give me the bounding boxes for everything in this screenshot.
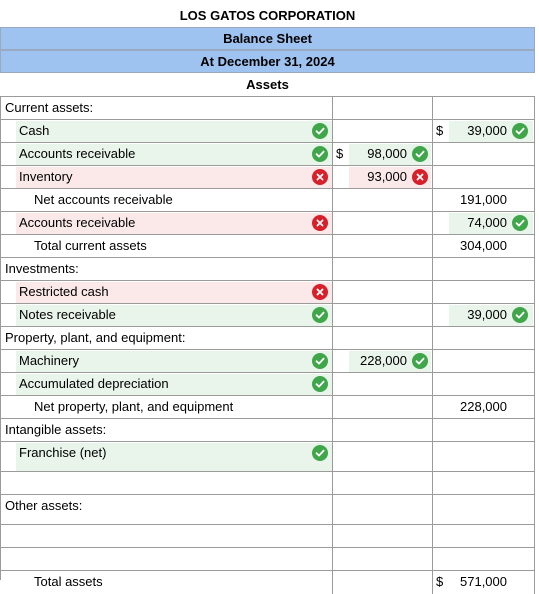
answer-shading xyxy=(16,121,332,142)
amount-column-1[interactable] xyxy=(333,350,433,373)
amount-column-2[interactable] xyxy=(433,189,535,212)
row-label-cell xyxy=(0,571,333,594)
amount-value: 571,000 xyxy=(460,574,507,589)
amount-column-2 xyxy=(433,281,535,304)
amount-column-2 xyxy=(433,548,535,571)
amount-column-2 xyxy=(433,442,535,472)
amount-value: 39,000 xyxy=(467,123,507,138)
row-label: Total current assets xyxy=(34,238,147,253)
statement-date: At December 31, 2024 xyxy=(0,50,535,73)
table-row xyxy=(0,548,535,571)
check-icon xyxy=(312,146,328,162)
table-row xyxy=(0,396,535,419)
table-row xyxy=(0,143,535,166)
row-label-cell xyxy=(0,327,333,350)
amount-column-2 xyxy=(433,350,535,373)
row-label-cell xyxy=(0,97,333,120)
cross-icon xyxy=(312,215,328,231)
amount-column-2 xyxy=(433,495,535,525)
row-label: Accumulated depreciation xyxy=(19,376,169,391)
row-label-cell[interactable] xyxy=(0,373,333,396)
row-label-cell[interactable] xyxy=(0,120,333,143)
row-label-cell xyxy=(0,396,333,419)
amount-value: 191,000 xyxy=(460,192,507,207)
amount-column-1 xyxy=(333,548,433,571)
table-row xyxy=(0,472,535,495)
amount-column-2[interactable] xyxy=(433,120,535,143)
amount-value: 93,000 xyxy=(367,169,407,184)
row-label: Net accounts receivable xyxy=(34,192,173,207)
amount-column-2 xyxy=(433,258,535,281)
check-icon xyxy=(512,123,528,139)
check-icon xyxy=(412,146,428,162)
row-label: Accounts receivable xyxy=(19,146,136,161)
row-label-cell xyxy=(0,258,333,281)
amount-column-1[interactable] xyxy=(333,166,433,189)
amount-column-2 xyxy=(433,373,535,396)
dollar-sign: $ xyxy=(336,146,344,161)
row-label: Net property, plant, and equipment xyxy=(34,399,234,414)
amount-column-1 xyxy=(333,235,433,258)
check-icon xyxy=(312,376,328,392)
row-label-cell xyxy=(0,189,333,212)
row-label: Machinery xyxy=(19,353,79,368)
amount-column-2 xyxy=(433,419,535,442)
table-row xyxy=(0,442,535,472)
row-label: Inventory xyxy=(19,169,73,184)
table-row xyxy=(0,166,535,189)
row-label-cell[interactable] xyxy=(0,212,333,235)
amount-column-1 xyxy=(333,495,433,525)
check-icon xyxy=(512,307,528,323)
amount-column-2[interactable] xyxy=(433,235,535,258)
amount-column-1 xyxy=(333,258,433,281)
amount-column-1 xyxy=(333,212,433,235)
amount-column-1 xyxy=(333,304,433,327)
amount-value: 228,000 xyxy=(460,399,507,414)
cross-icon xyxy=(312,169,328,185)
table-row xyxy=(0,350,535,373)
row-label-cell[interactable] xyxy=(0,281,333,304)
amount-column-1 xyxy=(333,525,433,548)
row-label: Investments: xyxy=(5,261,79,276)
table-row xyxy=(0,189,535,212)
row-label-cell[interactable] xyxy=(0,442,333,472)
table-row xyxy=(0,120,535,143)
amount-column-1 xyxy=(333,189,433,212)
statement-title: Balance Sheet xyxy=(0,27,535,50)
table-row xyxy=(0,419,535,442)
row-label: Notes receivable xyxy=(19,307,116,322)
table-row xyxy=(0,281,535,304)
row-label-cell xyxy=(0,235,333,258)
table-row xyxy=(0,235,535,258)
amount-column-2[interactable] xyxy=(433,571,535,594)
amount-column-2 xyxy=(433,327,535,350)
amount-column-1 xyxy=(333,97,433,120)
row-label: Franchise (net) xyxy=(19,445,107,460)
amount-value: 39,000 xyxy=(467,307,507,322)
amount-column-2 xyxy=(433,143,535,166)
row-label: Current assets: xyxy=(5,100,94,115)
row-label-input[interactable] xyxy=(0,548,333,571)
amount-column-1 xyxy=(333,442,433,472)
check-icon xyxy=(312,445,328,461)
amount-column-1 xyxy=(333,419,433,442)
row-label: Other assets: xyxy=(5,498,83,513)
row-label-cell[interactable] xyxy=(0,304,333,327)
check-icon xyxy=(312,307,328,323)
row-label: Accounts receivable xyxy=(19,215,136,230)
table-row xyxy=(0,495,535,525)
table-row xyxy=(0,258,535,281)
cross-icon xyxy=(312,284,328,300)
row-label: Restricted cash xyxy=(19,284,109,299)
row-label: Intangible assets: xyxy=(5,422,107,437)
cross-icon xyxy=(412,169,428,185)
row-label-cell[interactable] xyxy=(0,166,333,189)
row-label-cell[interactable] xyxy=(0,350,333,373)
amount-column-1[interactable] xyxy=(333,143,433,166)
section-heading-assets: Assets xyxy=(246,77,289,92)
table-row xyxy=(0,304,535,327)
check-icon xyxy=(412,353,428,369)
row-label: Property, plant, and equipment: xyxy=(5,330,186,345)
amount-value: 98,000 xyxy=(367,146,407,161)
row-label: Total assets xyxy=(34,574,103,589)
dollar-sign: $ xyxy=(436,574,444,589)
amount-value: 304,000 xyxy=(460,238,507,253)
check-icon xyxy=(512,215,528,231)
amount-column-1 xyxy=(333,120,433,143)
company-name: LOS GATOS CORPORATION xyxy=(179,8,356,23)
amount-column-1 xyxy=(333,281,433,304)
table-row xyxy=(0,97,535,120)
row-label-cell xyxy=(0,495,333,525)
row-label-cell xyxy=(0,419,333,442)
amount-column-1 xyxy=(333,327,433,350)
amount-value: 228,000 xyxy=(360,353,407,368)
row-label: Cash xyxy=(19,123,50,138)
table-row xyxy=(0,327,535,350)
row-label-input[interactable] xyxy=(0,472,333,495)
amount-column-2[interactable] xyxy=(433,304,535,327)
dollar-sign: $ xyxy=(436,123,444,138)
amount-column-1 xyxy=(333,571,433,594)
check-icon xyxy=(312,123,328,139)
table-row xyxy=(0,373,535,396)
amount-value: 74,000 xyxy=(467,215,507,230)
amount-column-2[interactable] xyxy=(433,212,535,235)
amount-column-2 xyxy=(433,472,535,495)
table-row xyxy=(0,525,535,548)
table-row xyxy=(0,571,535,594)
amount-column-2 xyxy=(433,525,535,548)
amount-column-1 xyxy=(333,472,433,495)
amount-column-2 xyxy=(433,97,535,120)
row-label-cell[interactable] xyxy=(0,143,333,166)
check-icon xyxy=(312,353,328,369)
amount-column-1 xyxy=(333,396,433,419)
amount-column-1 xyxy=(333,373,433,396)
table-row xyxy=(0,212,535,235)
row-label-input[interactable] xyxy=(0,525,333,548)
amount-column-2 xyxy=(433,166,535,189)
amount-column-2[interactable] xyxy=(433,396,535,419)
